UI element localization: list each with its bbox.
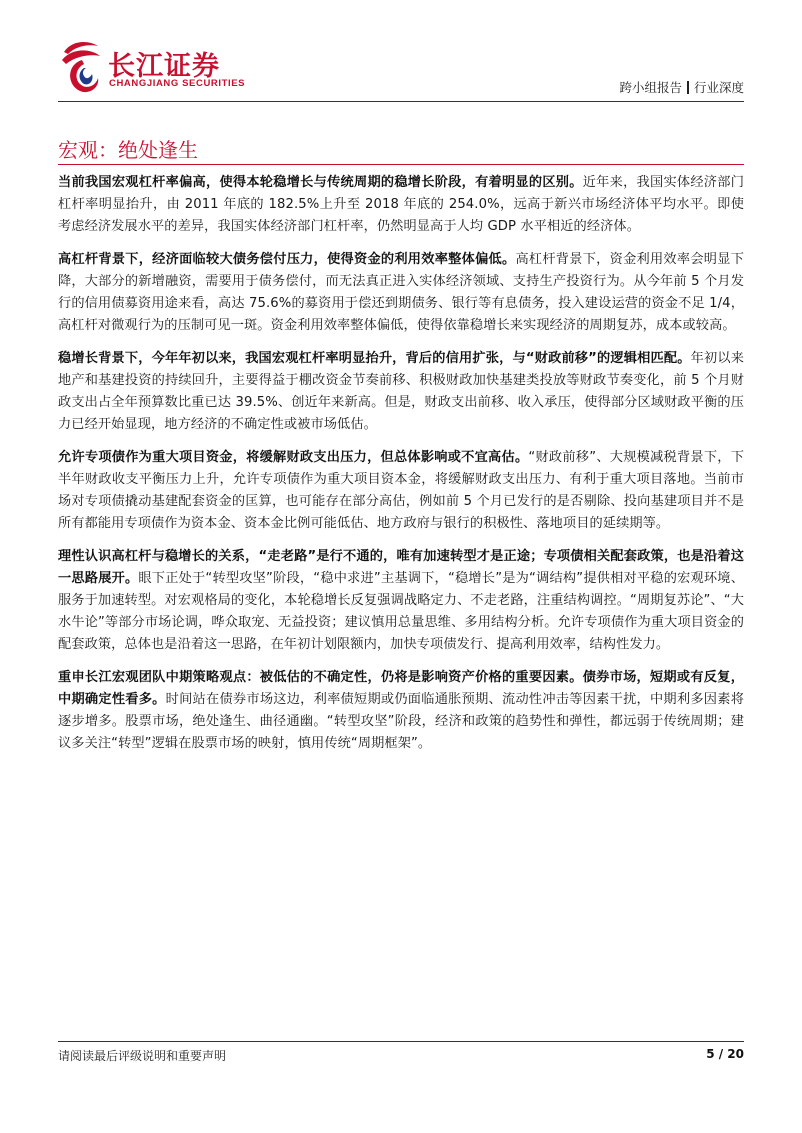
separator-bar: [687, 81, 689, 94]
paragraph-5: [58, 546, 744, 656]
paragraph-6-text: 时间站在债券市场这边，利率债短期或仍面临通胀预期、流动性冲击等因素干扰，中期利多因素将逐步增多。股票市场，绝处逢生、曲径通幽。“转型攻坚”阶段，经济和政策的趋势性和弹性，都远弱于传统周期；建议多关注“转型”逻辑在股票市场的映射，慎用传统“周期框架”。: [58, 692, 744, 751]
page-header: [58, 38, 744, 98]
report-type-primary: 跨小组报告: [619, 80, 682, 95]
paragraph-4: [58, 447, 744, 535]
paragraph-3-lead: 稳增长背景下，今年年初以来，我国宏观杠杆率明显抬升，背后的信用扩张，与“财政前移”的逻辑相匹配。: [58, 351, 691, 366]
logo-emblem-icon: [58, 38, 106, 96]
footer-disclaimer: 请阅读最后评级说明和重要声明: [58, 1049, 227, 1063]
paragraph-2-lead: 高杠杆背景下，经济面临较大债务偿付压力，使得资金的利用效率整体偏低。: [58, 252, 516, 267]
report-body: [58, 172, 744, 766]
logo-english-name: CHANGJIANG SECURITIES: [109, 78, 246, 89]
logo-chinese-name: 长江证券: [108, 51, 220, 82]
paragraph-2-text: 高杠杆背景下，资金利用效率会明显下降，大部分的新增融资，需要用于债务偿付，而无法真正进入实体经济领域、支持生产投资行为。从今年前 5 个月发行的信用债募资用途来看，高达 75.6%的募资用于偿还到期债务、银行等有息债务，投入建设运营的资金不足 1/4，高杠杆对微观行为的压制可见一斑。资金利用效率整体偏低，使得依靠稳增长来实现经济的周期复苏，成本或较高。: [58, 252, 744, 333]
paragraph-4-text: “财政前移”、大规模减税背景下，下半年财政收支平衡压力上升，允许专项债作为重大项目资本金，将缓解财政支出压力、有利于重大项目落地。当前市场对专项债撬动基建配套资金的匡算，也可能存在部分高估，例如前 5 个月已发行的是否剔除、投向基建项目并不是所有都能用专项债作为资本金、资本金比例可能低估、地方政府与银行的积极性、落地项目的延续期等。: [58, 450, 744, 531]
title-underline: [58, 164, 744, 165]
paragraph-6: [58, 667, 744, 755]
paragraph-1-text: 近年来，我国实体经济部门杠杆率明显抬升，由 2011 年底的 182.5%上升至 2018 年底的 254.0%，远高于新兴市场经济体平均水平。即使考虑经济发展水平的差异，我国实体经济部门杠杆率，仍然明显高于人均 GDP 水平相近的经济体。: [58, 175, 745, 234]
paragraph-5-lead: 理性认识高杠杆与稳增长的关系，“走老路”是行不通的，唯有加速转型才是正途；专项债相关配套政策，也是沿着这一思路展开。: [58, 549, 744, 586]
paragraph-1: [58, 172, 744, 238]
paragraph-4-lead: 允许专项债作为重大项目资金，将缓解财政支出压力，但总体影响或不宜高估。: [58, 450, 529, 465]
section-title: 宏观：绝处逢生: [58, 138, 198, 162]
header-divider: [58, 101, 744, 102]
footer-divider: [58, 1041, 744, 1042]
paragraph-5-text: 眼下正处于“转型攻坚”阶段，“稳中求进”主基调下，“稳增长”是为“调结构”提供相对平稳的宏观环境、服务于加速转型。对宏观格局的变化，本轮稳增长反复强调战略定力、不走老路，注重结构调控。“周期复苏论”、“大水牛论”等部分市场论调，哗众取宠、无益投资；建议慎用总量思维、多用结构分析。允许专项债作为重大项目资金的配套政策，总体也是沿着这一思路，在年初计划限额内，加快专项债发行、提高利用效率，结构性发力。: [58, 571, 744, 652]
report-type-secondary: 行业深度: [693, 80, 744, 95]
page-number: 5 / 20: [706, 1047, 744, 1061]
paragraph-3: [58, 348, 744, 436]
paragraph-2: [58, 249, 744, 337]
paragraph-6-lead: 重申长江宏观团队中期策略观点：被低估的不确定性，仍将是影响资产价格的重要因素。债券市场，短期或有反复，中期确定性看多。: [58, 670, 744, 707]
paragraph-1-lead: 当前我国宏观杠杆率偏高，使得本轮稳增长与传统周期的稳增长阶段，有着明显的区别。: [58, 175, 583, 190]
company-logo: [58, 38, 298, 98]
paragraph-3-text: 年初以来地产和基建投资的持续回升，主要得益于棚改资金节奏前移、积极财政加快基建类投放等财政节奏变化，前 5 个月财政支出占全年预算数比重已达 39.5%、创近年来新高。但是，财政支出前移、收入承压，使得部分区域财政平衡的压力已经开始显现，地方经济的不确定性或被市场低估。: [58, 351, 744, 432]
report-type-label: [619, 78, 744, 96]
